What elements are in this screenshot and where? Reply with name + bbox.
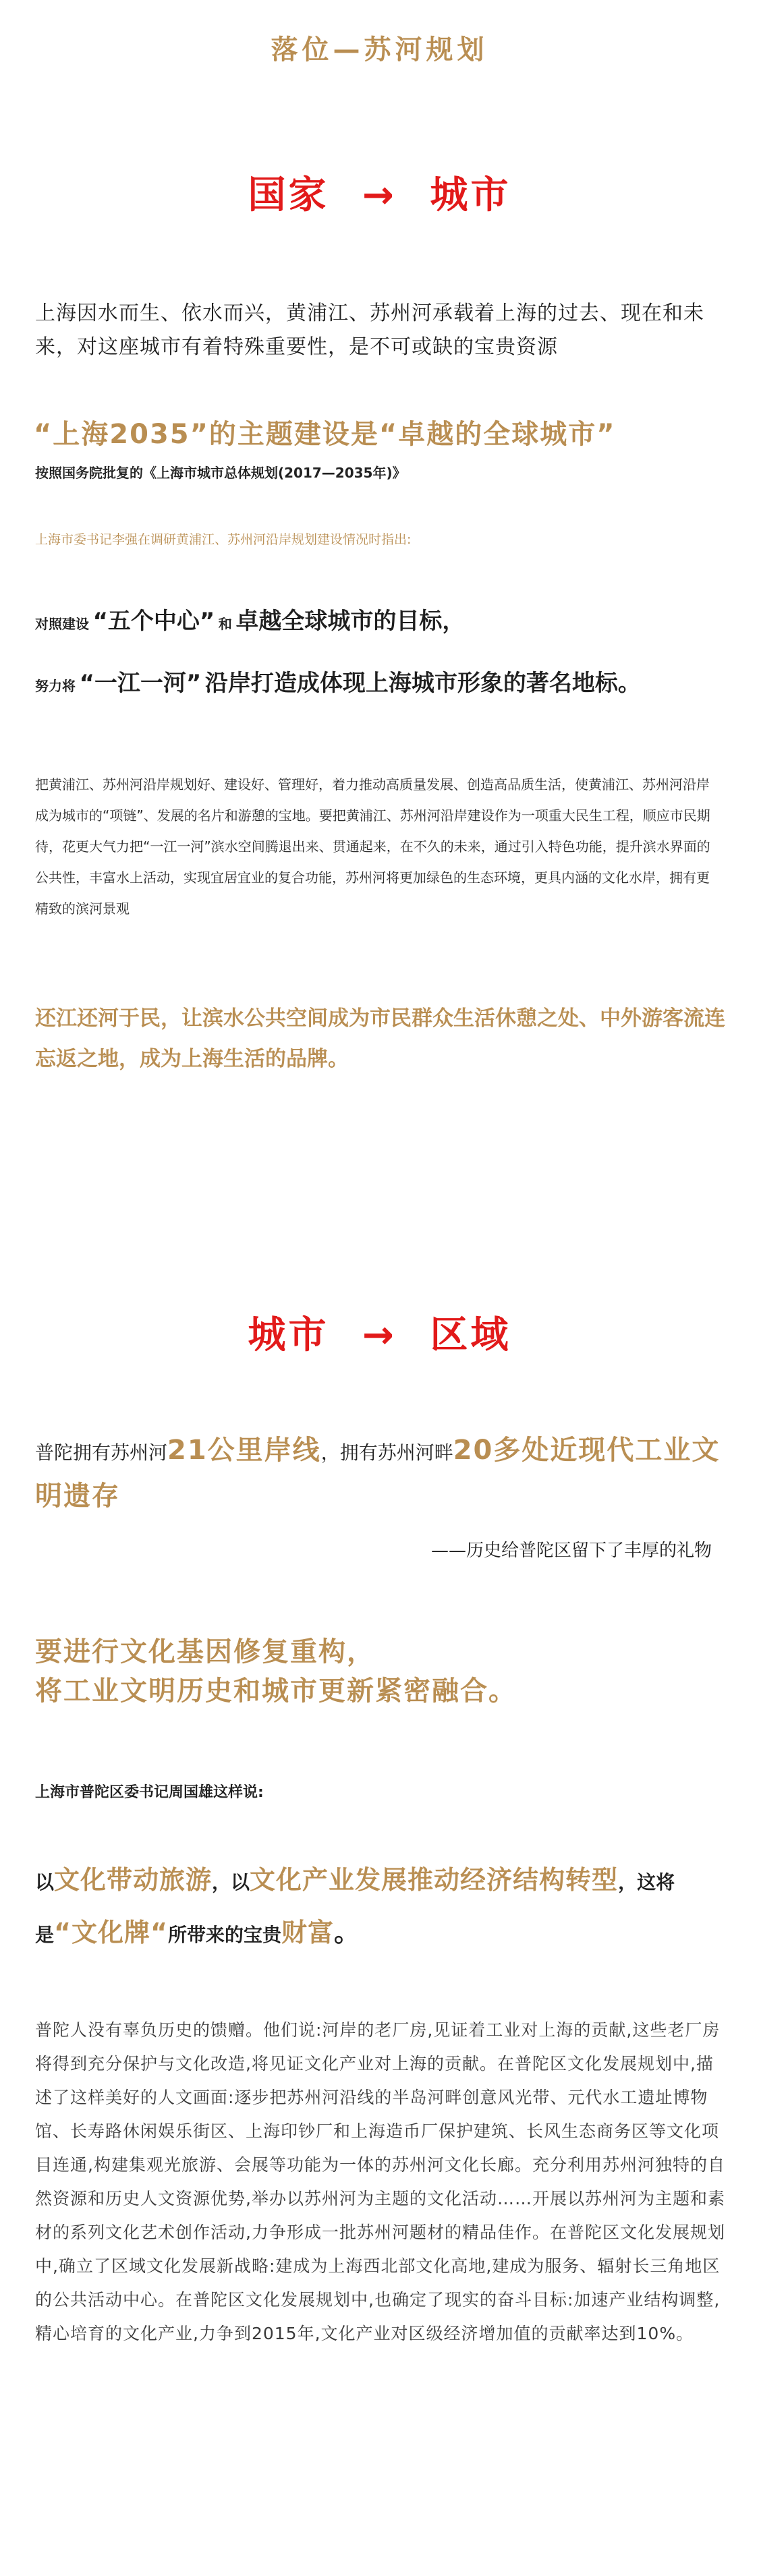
arrow-icon: → xyxy=(362,173,397,217)
culture-text: ，这将是 xyxy=(35,1871,675,1946)
section-heading-city-region xyxy=(0,1305,759,1359)
slogan-source: 按照国务院批复的《上海市城市总体规划(2017—2035年)》 xyxy=(35,465,406,481)
line-prefix: 努力将 xyxy=(35,678,76,694)
culture-statement xyxy=(0,1856,759,1962)
arrow-icon: → xyxy=(362,1313,397,1357)
line-mid: 和 xyxy=(218,616,232,632)
culture-text: 所带来的宝贵 xyxy=(167,1924,281,1946)
heading-from: 国家 xyxy=(248,173,329,217)
intro-paragraph: 上海因水而生、依水而兴，黄浦江、苏州河承载着上海的过去、现在和未来，对这座城市有着特殊重要性，是不可或缺的宝贵资源 xyxy=(35,302,704,359)
line-prefix: 对照建设 xyxy=(35,616,89,632)
five-centers-quote: “五个中心” xyxy=(92,608,215,635)
culture-highlight: 文化产业发展推动经济结构转型 xyxy=(250,1865,619,1895)
body-paragraph-2: 普陀人没有辜负历史的馈赠。他们说:河岸的老厂房,见证着工业对上海的贡献,这些老厂房将得到充分保护与文化改造,将见证文化产业对上海的贡献。在普陀区文化发展规划中,描述了这样美好的人文画面:逐步把苏州河沿线的半岛河畔创意风光带、元代水工遗址博物馆、长寿路休闲娱乐街区、上海印钞厂和上海造币厂保护建筑、长风生态商务区等文化项目连通,构建集观光旅游、会展等功能为一体的苏州河文化长廊。充分利用苏州河独特的自然资源和历史人文资源优势,举办以苏州河为主题的文化活动……开展以苏州河为主题和素材的系列文化艺术创作活动,力争形成一批苏州河题材的精品佳作。在普陀区文化发展规划中,确立了区域文化发展新战略:建成为上海西北部文化高地,建成为服务、辐射长三角地区的公共活动中心。在普陀区文化发展规划中,也确定了现实的奋斗目标:加速产业结构调整,精心培育的文化产业,力争到2015年,文化产业对区级经济增加值的贡献率达到10%。 xyxy=(35,2020,725,2343)
goal-line-river xyxy=(0,664,759,697)
culture-text: ，以 xyxy=(212,1871,250,1893)
page-title: 落位—苏河规划 xyxy=(271,34,488,65)
speaker-intro: 上海市普陀区委书记周国雄这样说: xyxy=(35,1784,264,1801)
culture-card-quote: “文化牌“ xyxy=(54,1918,168,1947)
wealth-highlight: 财富 xyxy=(281,1918,334,1947)
fact-text: ，拥有苏州河畔 xyxy=(320,1441,453,1464)
closing-statement: 还江还河于民，让滨水公共空间成为市民群众生活休憩之处、中外游客流连忘返之地，成为上海生活的品牌。 xyxy=(35,1006,725,1071)
culture-highlight: 文化带动旅游 xyxy=(54,1865,213,1895)
heading-line-2: 将工业文明历史和城市更新紧密融合。 xyxy=(35,1676,517,1707)
river-quote: “一江一河” xyxy=(79,670,202,697)
culture-gene-heading xyxy=(0,1632,759,1711)
culture-text: 。 xyxy=(334,1918,361,1947)
line-rest: 沿岸打造成体现上海城市形象的著名地标。 xyxy=(204,670,641,697)
attribution: ——历史给普陀区留下了丰厚的礼物 xyxy=(430,1541,712,1561)
goal-line-five-centers xyxy=(0,602,759,635)
heading-from: 城市 xyxy=(248,1313,329,1357)
heading-line-1: 要进行文化基因修复重构， xyxy=(35,1636,375,1667)
heading-to: 城市 xyxy=(430,173,511,217)
section-heading-country-city xyxy=(0,165,759,219)
body-paragraph-1: 把黄浦江、苏州河沿岸规划好、建设好、管理好，着力推动高质量发展、创造高品质生活，使黄浦江、苏州河沿岸成为城市的“项链”、发展的名片和游憩的宝地。要把黄浦江、苏州河沿岸建设作为一项重大民生工程，顺应市民期待，花更大气力把“一江一河”滨水空间腾退出来、贯通起来，在不久的未来，通过引入特色功能，提升滨水界面的公共性，丰富水上活动，实现宜居宜业的复合功能，苏州河将更加绿色的生态环境，更具内涵的文化水岸，拥有更精致的滨河景观 xyxy=(35,776,710,917)
culture-text: 以 xyxy=(35,1871,55,1893)
putuo-river-facts xyxy=(0,1430,759,1522)
fact-text: 普陀拥有苏州河 xyxy=(35,1441,168,1464)
slogan-heading: “上海2035”的主题建设是“卓越的全球城市” xyxy=(34,419,616,450)
secretary-note: 上海市委书记李强在调研黄浦江、苏州河沿岸规划建设情况时指出: xyxy=(35,532,412,547)
line-rest: 卓越全球城市的目标， xyxy=(235,608,466,635)
shoreline-highlight: 21公里岸线 xyxy=(167,1435,321,1466)
heritage-highlight: 20多处近现代工业文明遗存 xyxy=(35,1435,721,1512)
heading-to: 区域 xyxy=(430,1313,511,1357)
